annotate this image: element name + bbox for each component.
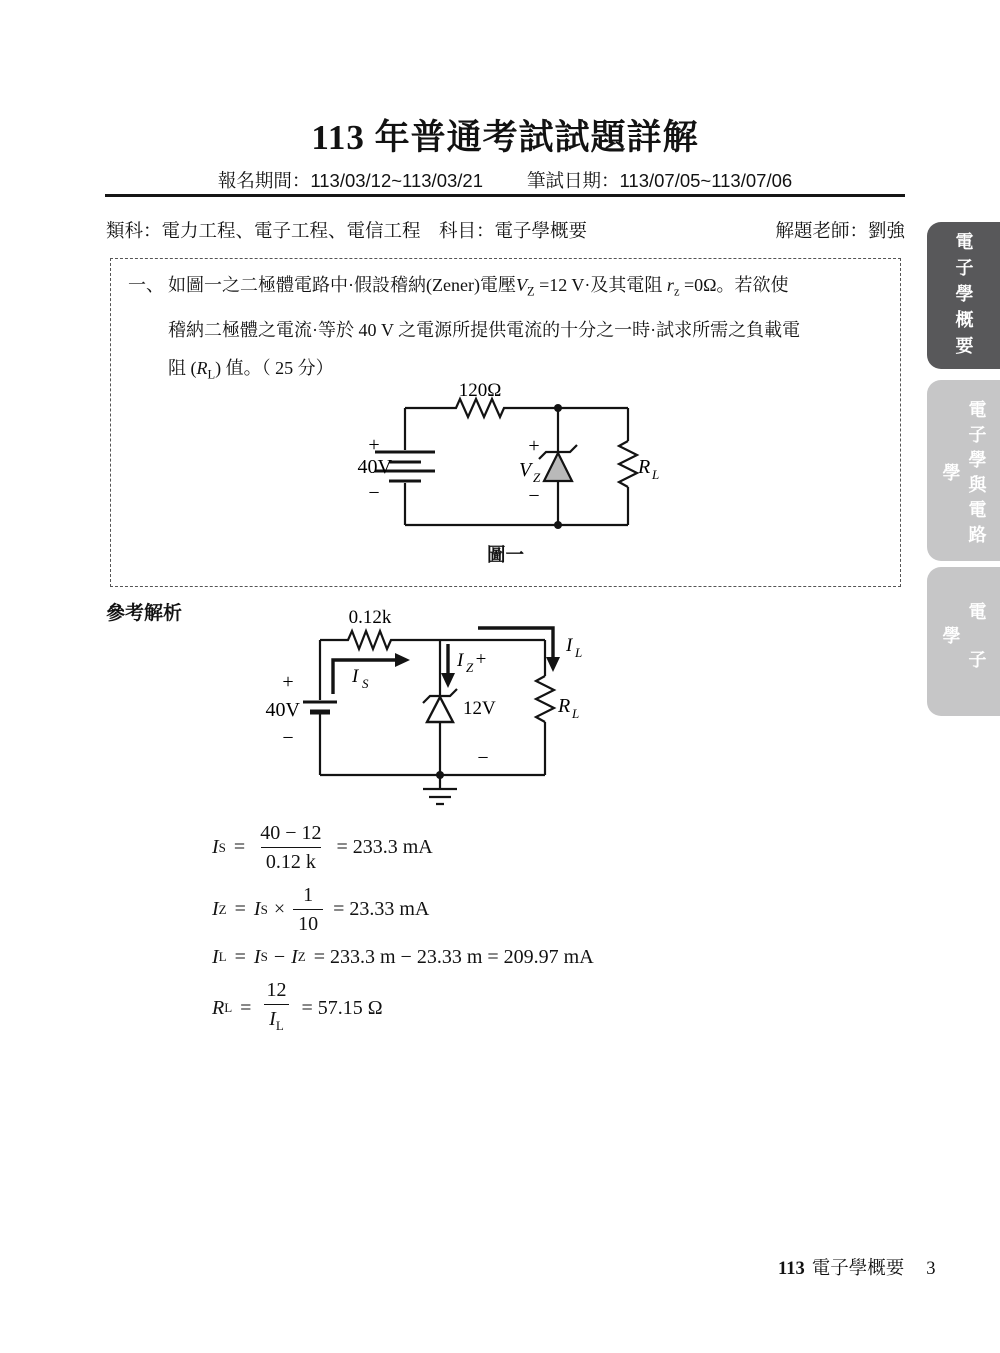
math-sub: L (218, 949, 227, 964)
formula-il (212, 944, 594, 970)
math-sub: Z (218, 901, 227, 917)
source-plus-sign: + (282, 671, 294, 693)
load-resistor-sub: L (572, 706, 580, 721)
formula-rl (212, 977, 594, 1039)
math-var: r (666, 275, 674, 295)
load-resistor-sub: L (652, 467, 660, 482)
minus-sign: − (273, 945, 286, 968)
registration-period: 報名期間：113/03/12~113/03/21 (217, 170, 483, 191)
times-sign: × (273, 898, 286, 920)
side-tab-electronics-outline (927, 222, 1000, 369)
zener-minus-sign: − (528, 485, 540, 507)
node-dot (554, 404, 562, 412)
formula-iz (212, 882, 594, 937)
equals-sign: = (234, 945, 246, 968)
math-var: I (269, 1008, 276, 1030)
source-plus-sign: + (368, 434, 380, 456)
fraction-numerator: 40 − 12 (260, 822, 322, 844)
math-var: I (212, 898, 219, 920)
fraction-denominator (264, 1004, 289, 1039)
written-exam-date: 筆試日期：113/07/05~113/07/06 (527, 170, 793, 191)
zener-voltage-sub: Z (533, 470, 541, 485)
fraction (293, 882, 323, 937)
load-resistor-var: R (558, 695, 571, 717)
source-current-var: I (352, 666, 359, 687)
fraction-numerator: 12 (266, 979, 287, 1001)
math-var: I (291, 945, 298, 968)
equals-sign: = (233, 836, 246, 858)
question-segment: 稽納二極體之電流·等於 40 V 之電源所提供電流的十分之一時·試求所需之負載電 (168, 319, 801, 340)
load-resistor-symbol (536, 676, 554, 722)
load-current-arrow (478, 628, 553, 658)
math-sub: z (673, 284, 680, 299)
question-segment: =12 V (534, 275, 585, 295)
arrowhead (395, 653, 410, 667)
solution-teacher: 解題老師：劉強 (775, 220, 905, 241)
question-segment: 阻 ( (168, 357, 197, 378)
math-var: R (196, 357, 208, 378)
question-segment: ) 值。（ 25 分） (215, 357, 334, 378)
source-voltage-label: 40V (265, 699, 300, 721)
question-number: 一、 (128, 275, 164, 295)
math-sub: S (260, 949, 268, 964)
math-sub: L (224, 1000, 233, 1015)
solution-formulas (212, 820, 594, 1046)
zener-diode-symbol (544, 453, 572, 481)
page-number: 3 (926, 1259, 936, 1279)
math-sub: L (207, 367, 216, 382)
math-var: R (212, 996, 225, 1019)
formula-result: = 57.15 Ω (301, 996, 383, 1019)
load-resistor-var: R (638, 456, 651, 478)
math-sub: S (218, 839, 226, 855)
load-current-var: I (566, 635, 573, 656)
header-divider (105, 194, 905, 197)
node-dot (554, 521, 562, 529)
resistor-value-label: 120Ω (458, 380, 502, 401)
fraction-denominator: 10 (293, 909, 323, 937)
meta-row (106, 217, 905, 243)
zener-voltage-var: V (519, 459, 532, 481)
resistor-value-label: 0.12k (348, 608, 392, 628)
ground-symbol (423, 775, 457, 804)
solution-heading: 參考解析 (106, 603, 183, 624)
solution-circuit-diagram (255, 608, 605, 818)
source-minus-sign: − (282, 727, 294, 749)
math-sub: Z (297, 949, 306, 964)
figure1-caption: 圖一 (486, 546, 524, 566)
side-tab-label: 電子學 (940, 601, 987, 698)
question-segment: =0Ω (679, 275, 717, 295)
question-segment: 如圖一之二極體電路中·假設稽納(Zener)電壓 (168, 275, 516, 295)
category-and-subject: 類科：電力工程、電子工程、電信工程 科目：電子學概要 (106, 220, 588, 241)
formula-is (212, 820, 594, 875)
top-wire-with-resistor (405, 399, 628, 417)
zener-current-var: I (457, 650, 464, 671)
fraction-numerator: 1 (303, 884, 314, 906)
zener-voltage-label: 12V (463, 698, 496, 719)
fraction (261, 977, 291, 1039)
math-var: I (212, 836, 219, 858)
question-segment: ·及其電阻 (584, 275, 667, 295)
zener-minus-sign: − (477, 747, 489, 769)
source-voltage-label: 40V (357, 456, 392, 478)
zener-diode-symbol (427, 697, 453, 722)
question-segment: 。若欲使 (716, 275, 789, 295)
formula-result: = 233.3 m − 23.33 m = 209.97 mA (313, 945, 594, 968)
top-wire-with-resistor (320, 631, 545, 649)
equals-sign: = (240, 996, 252, 1019)
formula-result: = 233.3 mA (336, 836, 433, 858)
math-sub: L (275, 1018, 284, 1033)
arrowhead (546, 657, 560, 672)
zener-plus-sign: + (528, 435, 540, 457)
math-var: V (515, 275, 527, 295)
math-sub: Z (526, 284, 535, 299)
side-tab-electronics (927, 567, 1000, 716)
math-var: I (253, 898, 261, 920)
source-minus-sign: − (368, 482, 380, 504)
zener-plus-sign: + (475, 649, 487, 670)
fraction-denominator: 0.12 k (261, 847, 321, 875)
arrowhead (441, 673, 455, 688)
footer-subject: 電子學概要 (811, 1259, 905, 1279)
side-tab-label: 電子學概要 (953, 232, 974, 362)
page-footer (778, 1254, 936, 1280)
side-tab-label: 電子學與電路學 (940, 400, 987, 550)
zener-current-sub: Z (466, 660, 474, 675)
math-var: I (212, 945, 219, 968)
exam-dates-row (105, 167, 905, 193)
math-var: I (253, 945, 261, 968)
figure1-circuit-diagram (340, 375, 675, 565)
side-tab-electronics-and-circuits (927, 380, 1000, 561)
load-resistor-symbol (619, 441, 637, 487)
page-title: 113 年普通考試試題詳解 (311, 118, 699, 157)
load-current-sub: L (575, 645, 583, 660)
source-current-sub: S (362, 676, 369, 691)
math-sub: S (260, 901, 268, 917)
fraction (255, 820, 326, 875)
equals-sign: = (234, 898, 246, 920)
formula-result: = 23.33 mA (333, 898, 430, 920)
footer-year: 113 (778, 1259, 805, 1279)
